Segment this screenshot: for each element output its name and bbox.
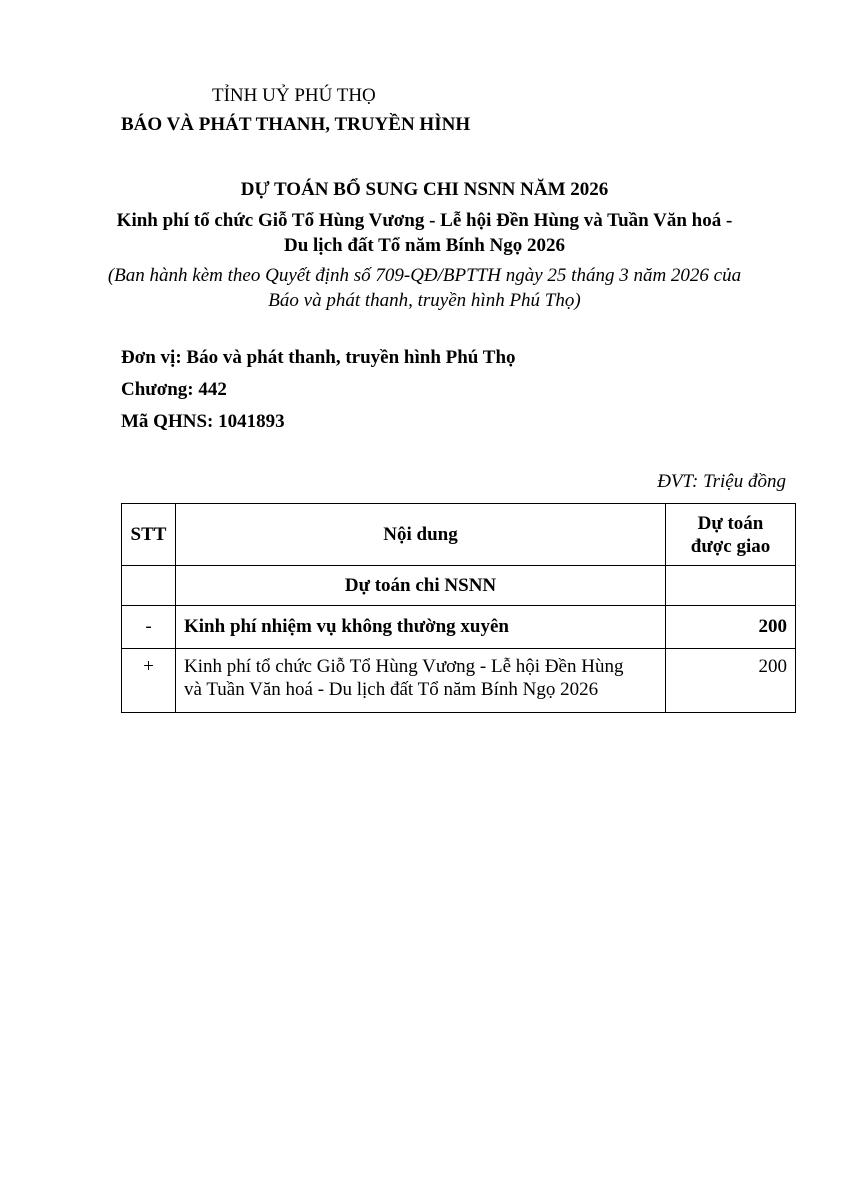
table-row <box>122 566 796 606</box>
header-budget-line1: Dự toán <box>697 512 764 534</box>
header-budget-line2: được giao <box>690 535 771 557</box>
row-value: 200 <box>666 606 796 649</box>
row-content: Dự toán chi NSNN <box>176 566 666 606</box>
org-parent: TỈNH UỶ PHÚ THỌ <box>212 85 376 106</box>
header-budget <box>666 504 796 566</box>
org-name: BÁO VÀ PHÁT THANH, TRUYỀN HÌNH <box>121 114 471 135</box>
table-header-row <box>122 504 796 566</box>
unit-of-measure: ĐVT: Triệu đồng <box>657 471 786 492</box>
document-subtitle-line2: Du lịch đất Tổ năm Bính Ngọ 2026 <box>283 235 566 256</box>
chapter-info: Chương: 442 <box>121 379 227 400</box>
qhns-info: Mã QHNS: 1041893 <box>121 411 285 432</box>
row-stt: + <box>122 649 176 713</box>
decision-note-line2: Báo và phát thanh, truyền hình Phú Thọ) <box>268 290 581 311</box>
row-content: Kinh phí nhiệm vụ không thường xuyên <box>176 606 666 649</box>
row-value: 200 <box>666 649 796 713</box>
table-row <box>122 606 796 649</box>
row-value <box>666 566 796 606</box>
header-stt: STT <box>122 504 176 566</box>
decision-note-line1: (Ban hành kèm theo Quyết định số 709-QĐ/BPTTH ngày 25 tháng 3 năm 2026 của <box>107 265 742 286</box>
budget-table <box>121 503 796 713</box>
row-stt <box>122 566 176 606</box>
row-stt: - <box>122 606 176 649</box>
unit-info: Đơn vị: Báo và phát thanh, truyền hình Phú Thọ <box>121 347 516 368</box>
document-subtitle-line1: Kinh phí tổ chức Giỗ Tổ Hùng Vương - Lễ hội Đền Hùng và Tuần Văn hoá - <box>116 210 733 231</box>
row-content-line1: Kinh phí tổ chức Giỗ Tổ Hùng Vương - Lễ hội Đền Hùng <box>184 656 624 677</box>
row-content-line2: và Tuần Văn hoá - Du lịch đất Tổ năm Bính Ngọ 2026 <box>184 679 599 700</box>
table-row <box>122 649 796 713</box>
row-content <box>176 649 666 713</box>
document-title: DỰ TOÁN BỔ SUNG CHI NSNN NĂM 2026 <box>240 179 609 200</box>
header-content: Nội dung <box>176 504 666 566</box>
